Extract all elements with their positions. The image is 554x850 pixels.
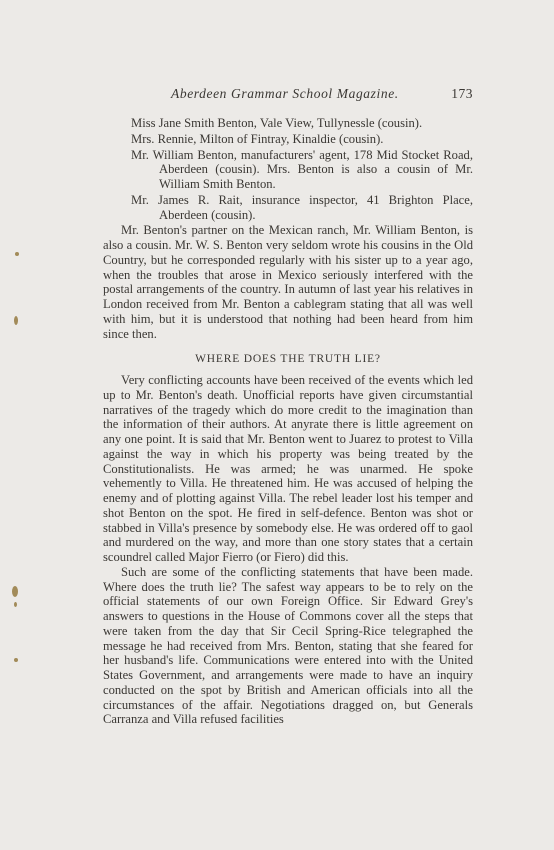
list-entry: Mr. James R. Rait, insurance inspector, 41 Brighton Place, Aberdeen (cousin). (131, 192, 473, 222)
magazine-title: Aberdeen Grammar School Magazine. (171, 86, 399, 101)
paragraph: Mr. Benton's partner on the Mexican ranch, Mr. William Benton, is also a cousin. Mr. W. S. Benton very seldom wrote his cousins in the Old Country, but he corresponded regularly with his sister up to a year ago, when the troubles that arose in Mexico seriously interfered with the postal arrangements of the country. In autumn of last year his relatives in London received from Mr. Benton a cablegram stating that all was well with him, but it is understood that nothing had been heard from him since then. (103, 223, 473, 341)
list-entry: Mrs. Rennie, Milton of Fintray, Kinaldie (cousin). (131, 131, 384, 146)
section-heading: WHERE DOES THE TRUTH LIE? (195, 353, 381, 366)
list-entry: Miss Jane Smith Benton, Vale View, Tullynessle (cousin). (131, 116, 423, 130)
age-spot (14, 602, 17, 607)
list-entry: Mr. William Benton, manufacturers' agent, 178 Mid Stocket Road, Aberdeen (cousin). Mrs. Benton is also a cousin of Mr. William Smith Benton. (131, 147, 473, 191)
page-number: 173 (451, 86, 473, 101)
age-spot (14, 658, 18, 662)
body-text (103, 116, 473, 727)
age-spot (15, 252, 19, 256)
paragraph: Very conflicting accounts have been received of the events which led up to Mr. Benton's death. Unofficial reports have given circumstantial narratives of the tragedy which do more credit to the imagination than the information of their authors. At anyrate there is little agreement on any one point. It is said that Mr. Benton went to Juarez to protest to Villa against the way in which his property was being treated by the Constitutionalists. He was armed; he was unarmed. He spoke vehemently to Villa. He threatened him. He was accused of helping the enemy and of plotting against Villa. The rebel leader lost his temper and shot Benton on the spot. He fired in self-defence. Benton was shot or stabbed in Villa's presence by somebody else. He was ordered off to gaol and murdered on the way, and more than one story states that a certain scoundrel called Major Fierro (or Fiero) did this. (103, 373, 473, 564)
running-header (103, 86, 475, 106)
age-spot (12, 586, 18, 597)
paragraph: Such are some of the conflicting statements that have been made. Where does the truth lie? The safest way appears to be to rely on the official statements of our own Foreign Office. Sir Edward Grey's answers to questions in the House of Commons cover all the steps that were taken from the day that Sir Cecil Spring-Rice telegraphed the message he had received from Mrs. Benton, stating that she feared for her husband's life. Communications were entered into with the United States Government, and arrangements were made to have an inquiry conducted on the spot by British and American officials into all the circumstances of the affair. Negotiations dragged on, but Generals Carranza and Villa refused facilities (103, 564, 473, 727)
age-spot (14, 316, 18, 325)
